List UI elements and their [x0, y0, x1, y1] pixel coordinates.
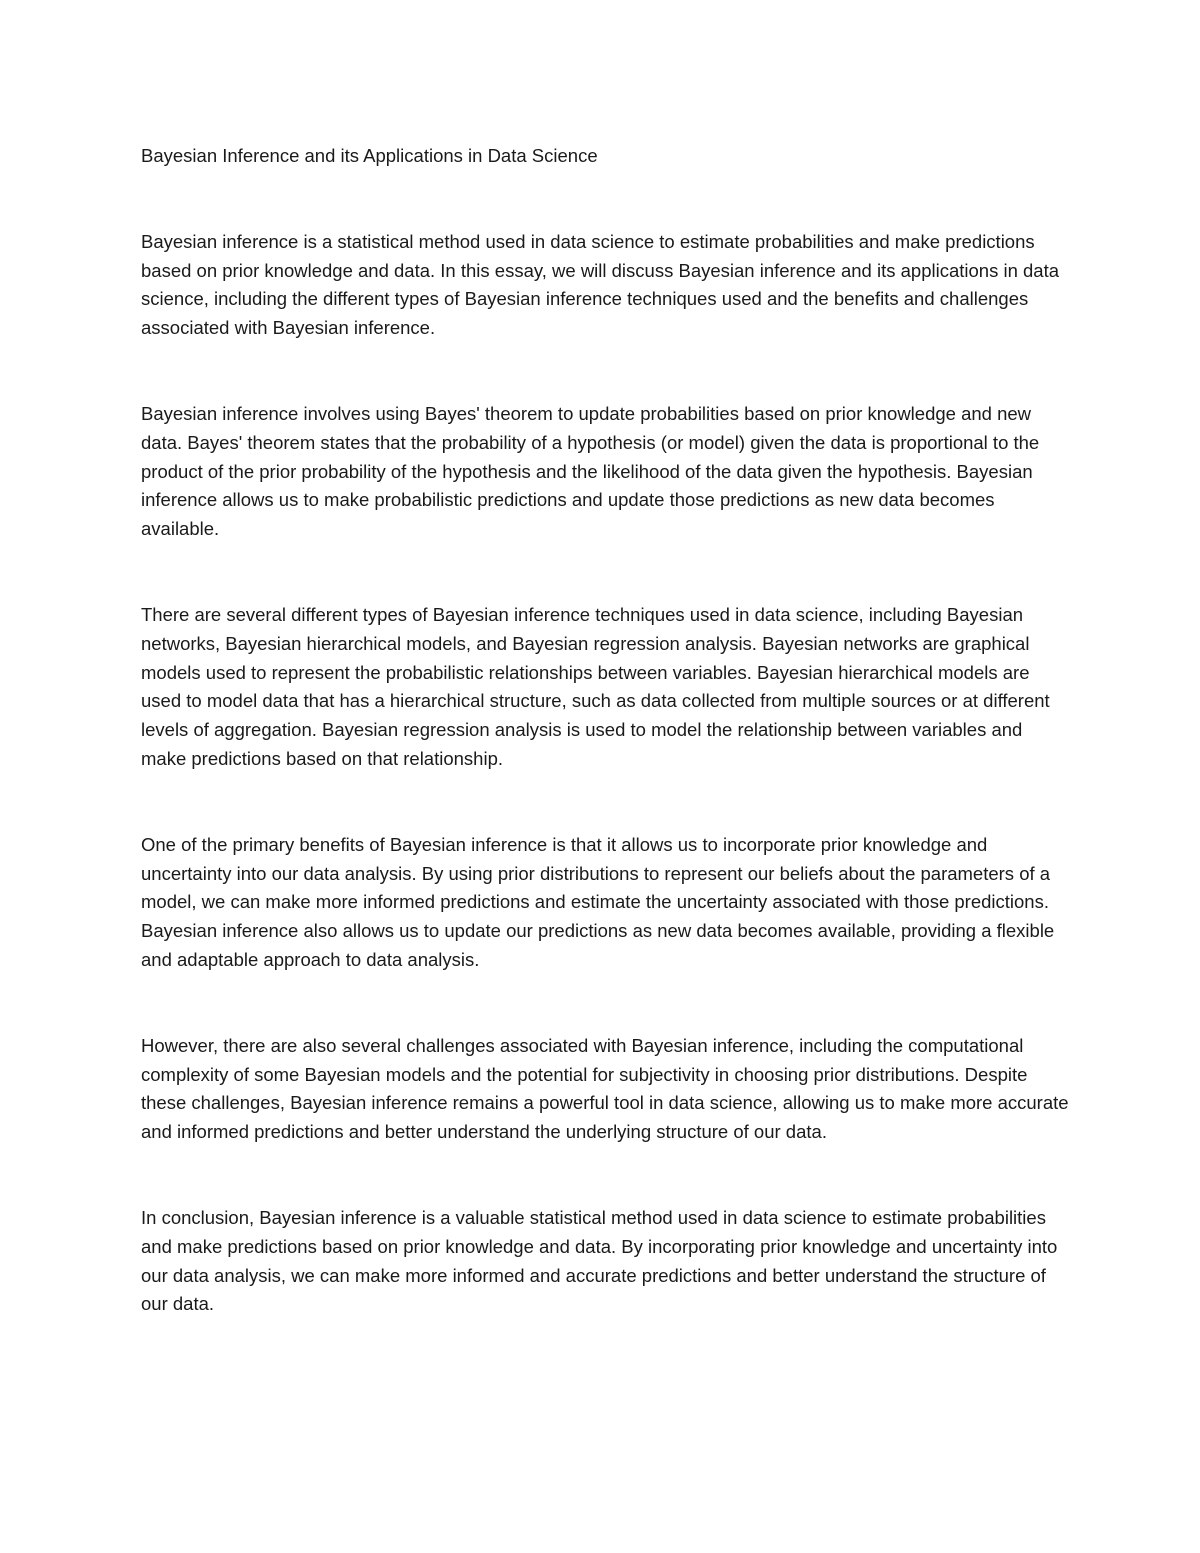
document-title: Bayesian Inference and its Applications in Data Science	[141, 145, 598, 166]
paragraph-techniques: There are several different types of Bayesian inference techniques used in data science, including Bayesian networks, Bayesian hierarchical models, and Bayesian regression analysis. Bayesian networks are graphical models used to represent the probabilistic relationships between variables. Bayesian hierarchical models are used to model data that has a hierarchical structure, such as data collected from multiple sources or at different levels of aggregation. Bayesian regression analysis is used to model the relationship between variables and make predictions based on that relationship.	[141, 603, 1050, 769]
paragraph-introduction: Bayesian inference is a statistical method used in data science to estimate probabilities and make predictions based on prior knowledge and data. In this essay, we will discuss Bayesian inference and its applications in data science, including the different types of Bayesian inference techniques used and the benefits and challenges associated with Bayesian inference.	[141, 230, 1059, 339]
paragraph-benefits: One of the primary benefits of Bayesian inference is that it allows us to incorporate prior knowledge and uncertainty into our data analysis. By using prior distributions to represent our beliefs about the parameters of a model, we can make more informed predictions and estimate the uncertainty associated with those predictions. Bayesian inference also allows us to update our predictions as new data becomes available, providing a flexible and adaptable approach to data analysis.	[141, 833, 1055, 970]
paragraph-bayes-theorem: Bayesian inference involves using Bayes' theorem to update probabilities based on prior knowledge and new data. Bayes' theorem states that the probability of a hypothesis (or model) given the data is proportional to the product of the prior probability of the hypothesis and the likelihood of the data given the hypothesis. Bayesian inference allows us to make probabilistic predictions and update those predictions as new data becomes available.	[141, 402, 1040, 540]
paragraph-challenges: However, there are also several challenges associated with Bayesian inference, including the computational complexity of some Bayesian models and the potential for subjectivity in choosing prior distributions. Despite these challenges, Bayesian inference remains a powerful tool in data science, allowing us to make more accurate and informed predictions and better understand the underlying structure of our data.	[141, 1034, 1069, 1143]
paragraph-conclusion: In conclusion, Bayesian inference is a valuable statistical method used in data science to estimate probabilities and make predictions based on prior knowledge and data. By incorporating prior knowledge and uncertainty into our data analysis, we can make more informed and accurate predictions and better understand the structure of our data.	[141, 1206, 1058, 1315]
document-body	[141, 142, 1071, 1376]
